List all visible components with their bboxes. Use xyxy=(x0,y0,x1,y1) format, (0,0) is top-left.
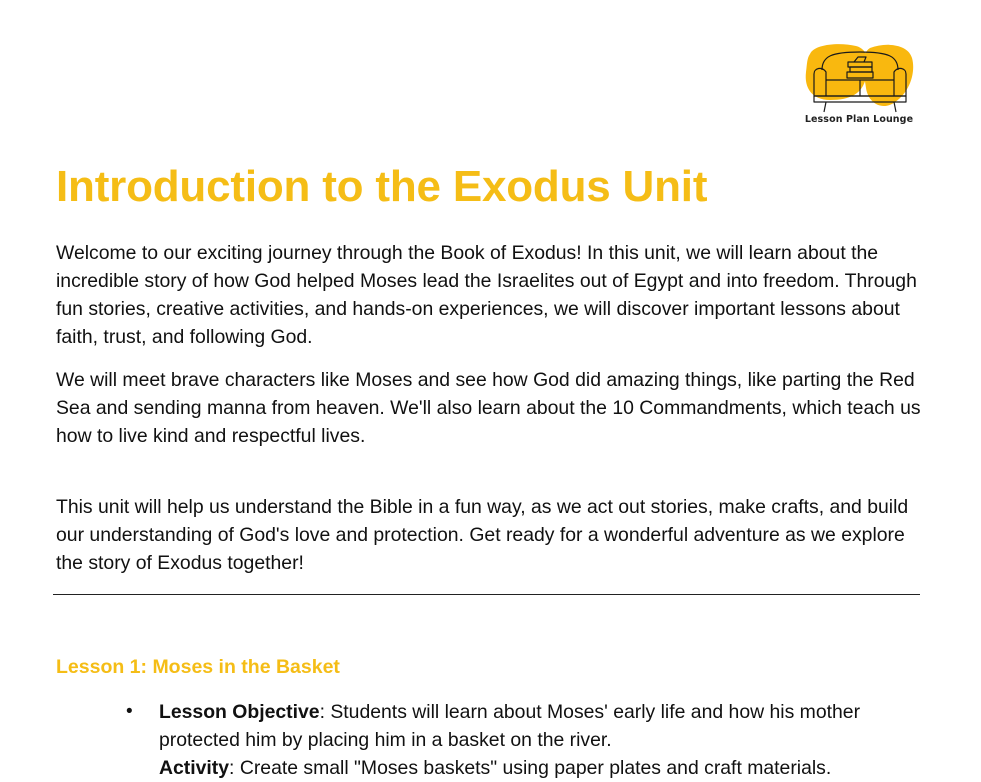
sofa-with-books-icon xyxy=(800,40,920,116)
list-item xyxy=(159,754,889,782)
intro-paragraph-3: This unit will help us understand the Bible in a fun way, as we act out stories, make crafts, and build our understanding of God's love and protection. Get ready for a wonderful adventure as we explore the story of Exodus together! xyxy=(56,496,909,574)
item-text: : Students will learn about Moses' early life and how his mother protected him by placing him in a basket on the river. xyxy=(159,701,861,751)
page-title: Introduction to the Exodus Unit xyxy=(56,162,708,211)
section-divider xyxy=(53,594,920,595)
intro-paragraph-2: We will meet brave characters like Moses and see how God did amazing things, like parting the Red Sea and sending manna from heaven. We'll also learn about the 10 Commandments, which teach us how to live kind and respectful lives. xyxy=(56,369,921,447)
item-label: Lesson Objective xyxy=(159,701,320,723)
lesson-plan-lounge-logo xyxy=(800,40,920,132)
intro-paragraph-1: Welcome to our exciting journey through the Book of Exodus! In this unit, we will learn about the incredible story of how God helped Moses lead the Israelites out of Egypt and into freedom. Through fun stories, creative activities, and hands-on experiences, we will discover important lessons about faith, trust, and following God. xyxy=(56,242,917,348)
bullet-icon: • xyxy=(126,701,133,722)
item-text: : Create small "Moses baskets" using paper plates and craft materials. xyxy=(229,757,832,779)
list-item xyxy=(126,698,889,754)
lesson-heading: Lesson 1: Moses in the Basket xyxy=(56,656,340,678)
logo-text: Lesson Plan Lounge xyxy=(804,114,914,125)
item-label: Activity xyxy=(159,757,230,779)
